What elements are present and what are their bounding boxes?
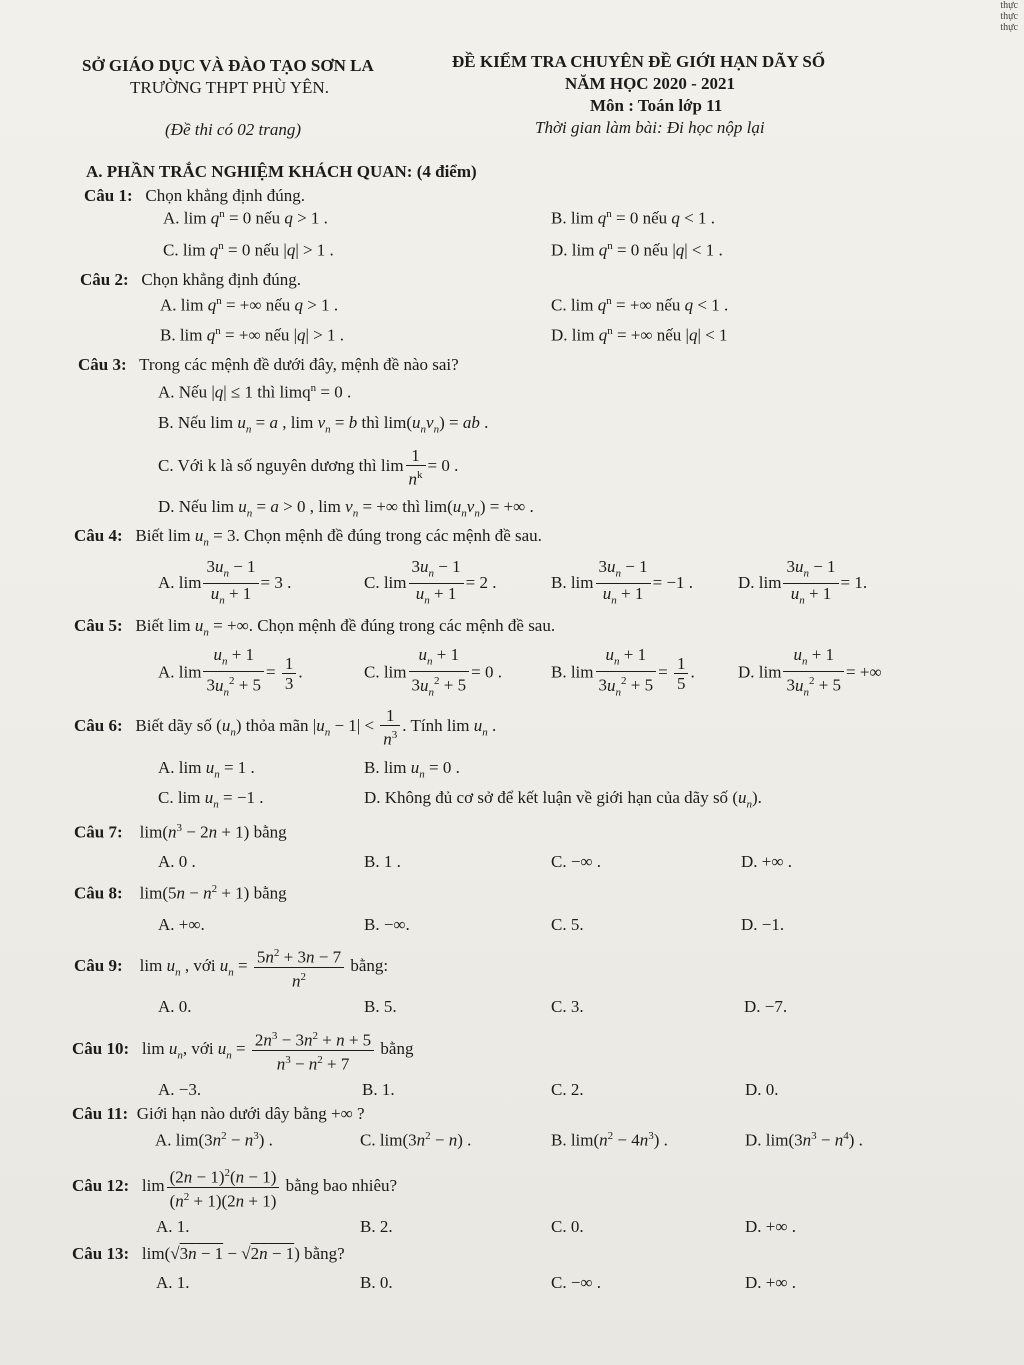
q8-option-d[interactable]: D. −1. [741,915,785,934]
q10-option-d[interactable]: D. 0. [745,1080,779,1099]
q4-option-d[interactable]: D. lim $\frac{3u_n - 1}{u_n + 1}$ = 1. [738,557,868,607]
q10-option-a[interactable]: A. −3. [158,1080,202,1099]
question-7: Câu 7: $\lim(n^3 - 2n + 1)$ bằng [74,822,287,842]
q4-option-c[interactable]: C. lim $\frac{3u_n - 1}{u_n + 1}$ = 2 . [364,557,497,607]
q8-option-c[interactable]: C. 5. [551,915,584,934]
q9-option-a[interactable]: A. 0. [158,997,192,1016]
q5-option-d[interactable]: D. lim $\frac{u_n + 1}{3u_n^2 + 5}$ = +∞ [738,645,882,699]
q3-option-d[interactable]: D. Nếu $\lim u_n = a > 0$ , $\lim v_n$ = +∞ thì $\lim(u_nv_n)$ = +∞ . [158,497,534,520]
q13-option-a[interactable]: A. 1. [156,1273,190,1292]
q11-option-d[interactable]: D. $\lim(3n^3 - n^4)$ . [745,1130,863,1150]
question-10: Câu 10: $\lim u_n$, với $u_n$ = $\frac{2n^3 - 3n^2 + n + 5}{n^3 - n^2 + 7}$ bằng [72,1027,413,1073]
q7-option-d[interactable]: D. +∞ . [741,852,792,871]
q12-option-b[interactable]: B. 2. [360,1217,393,1236]
question-11: Câu 11: Giới hạn nào dưới dây bằng +∞ ? [72,1104,365,1123]
q4-option-a[interactable]: A. lim $\frac{3u_n - 1}{u_n + 1}$ = 3 . [158,557,292,607]
q1-option-b[interactable]: B. $\lim q^n = 0$ nếu q < 1 . [551,208,715,228]
q9-option-b[interactable]: B. 5. [364,997,397,1016]
q13-option-b[interactable]: B. 0. [360,1273,393,1292]
q9-option-c[interactable]: C. 3. [551,997,584,1016]
q9-option-d[interactable]: D. −7. [744,997,788,1016]
q11-option-a[interactable]: A. $\lim(3n^2 - n^3)$ . [155,1130,273,1150]
question-6: Câu 6: Biết dãy số $(u_n)$ thỏa mãn $|u_n - 1|$ < $\frac{1}{n^3}$ . Tính $\lim u_n$ . [74,706,497,749]
question-12: Câu 12: lim $\frac{(2n - 1)^2(n - 1)}{(n^2 + 1)(2n + 1)}$ bằng bao nhiêu? [72,1164,397,1210]
q3-option-a[interactable]: A. Nếu |q| ≤ 1 thì limq$^n$ = 0 . [158,382,352,402]
q8-option-b[interactable]: B. −∞. [364,915,410,934]
q5-option-a[interactable]: A. lim $\frac{u_n + 1}{3u_n^2 + 5}$ = $\frac{1}{3}$ . [158,645,303,699]
q12-option-a[interactable]: A. 1. [156,1217,190,1236]
q6-option-d[interactable]: D. Không đủ cơ sở để kết luận về giới hạn của dãy số $(u_n)$. [364,788,762,811]
q6-option-b[interactable]: B. $\lim u_n = 0$ . [364,758,460,781]
subject: Môn : Toán lớp 11 [590,96,723,115]
question-9: Câu 9: $\lim u_n$ , với $u_n$ = $\frac{5n^2 + 3n - 7}{n^2}$ bằng: [74,944,388,990]
q2-option-a[interactable]: A. $\lim q^n$ = +∞ nếu q > 1 . [160,295,339,315]
q5-option-b[interactable]: B. lim $\frac{u_n + 1}{3u_n^2 + 5}$ = $\frac{1}{5}$ . [551,645,695,699]
q3-option-b[interactable]: B. Nếu $\lim u_n = a$ , $\lim v_n = b$ thì $\lim(u_nv_n)$ = ab . [158,413,489,436]
q12-option-d[interactable]: D. +∞ . [745,1217,796,1236]
q13-option-d[interactable]: D. +∞ . [745,1273,796,1292]
q5-option-c[interactable]: C. lim $\frac{u_n + 1}{3u_n^2 + 5}$ = 0 . [364,645,502,699]
q1-option-c[interactable]: C. $\lim q^n = 0$ nếu |q| > 1 . [163,240,334,260]
q7-option-b[interactable]: B. 1 . [364,852,401,871]
q10-option-b[interactable]: B. 1. [362,1080,395,1099]
q11-option-b[interactable]: B. $\lim(n^2 - 4n^3)$ . [551,1130,668,1150]
exam-title: ĐỀ KIỂM TRA CHUYÊN ĐỀ GIỚI HẠN DÃY SỐ [452,52,826,71]
q6-option-a[interactable]: A. $\lim u_n = 1$ . [158,758,255,781]
q10-option-c[interactable]: C. 2. [551,1080,584,1099]
q2-option-b[interactable]: B. $\lim q^n$ = +∞ nếu |q| > 1 . [160,325,345,345]
q7-option-a[interactable]: A. 0 . [158,852,196,871]
school-name: TRƯỜNG THPT PHÙ YÊN. [130,78,329,97]
q6-option-c[interactable]: C. $\lim u_n = -1$ . [158,788,264,811]
question-13: Câu 13: lim(√3n − 1 − √2n − 1) bằng? [72,1244,345,1263]
q7-option-c[interactable]: C. −∞ . [551,852,602,871]
section-title: A. PHẦN TRẮC NGHIỆM KHÁCH QUAN: (4 điểm) [86,162,477,181]
q8-option-a[interactable]: A. +∞. [158,915,205,934]
q1-option-a[interactable]: A. $\lim q^n = 0$ nếu q > 1 . [163,208,328,228]
question-4: Câu 4: Biết $\lim u_n = 3$. Chọn mệnh đề đúng trong các mệnh đề sau. [74,526,542,549]
question-3: Câu 3: Trong các mệnh đề dưới đây, mệnh đề nào sai? [78,355,459,374]
time-note: Thời gian làm bài: Đi học nộp lại [535,118,765,137]
q12-option-c[interactable]: C. 0. [551,1217,584,1236]
q13-option-c[interactable]: C. −∞ . [551,1273,602,1292]
q2-option-d[interactable]: D. $\lim q^n$ = +∞ nếu |q| < 1 [551,325,728,345]
question-5: Câu 5: Biết $\lim u_n$ = +∞. Chọn mệnh đề đúng trong các mệnh đề sau. [74,616,556,639]
question-2: Câu 2: Chọn khẳng định đúng. [80,270,302,289]
question-1: Câu 1: Chọn khẳng định đúng. [84,186,306,205]
q2-option-c[interactable]: C. $\lim q^n$ = +∞ nếu q < 1 . [551,295,729,315]
q3-option-c[interactable]: C. Với k là số nguyên dương thì lim $\frac{1}{n^k}$ = 0 . [158,446,459,489]
school-year: NĂM HỌC 2020 - 2021 [565,74,735,93]
q1-option-d[interactable]: D. $\lim q^n = 0$ nếu |q| < 1 . [551,240,723,260]
dept-name: SỞ GIÁO DỤC VÀ ĐÀO TẠO SƠN LA [82,56,374,75]
question-8: Câu 8: $\lim(5n - n^2 + 1)$ bằng [74,883,287,903]
corner-notes: thực thực thực [1000,0,1018,33]
q4-option-b[interactable]: B. lim $\frac{3u_n - 1}{u_n + 1}$ = −1 . [551,557,694,607]
q11-option-c[interactable]: C. $\lim(3n^2 - n)$ . [360,1130,472,1150]
pages-note: (Đề thi có 02 trang) [165,120,301,139]
